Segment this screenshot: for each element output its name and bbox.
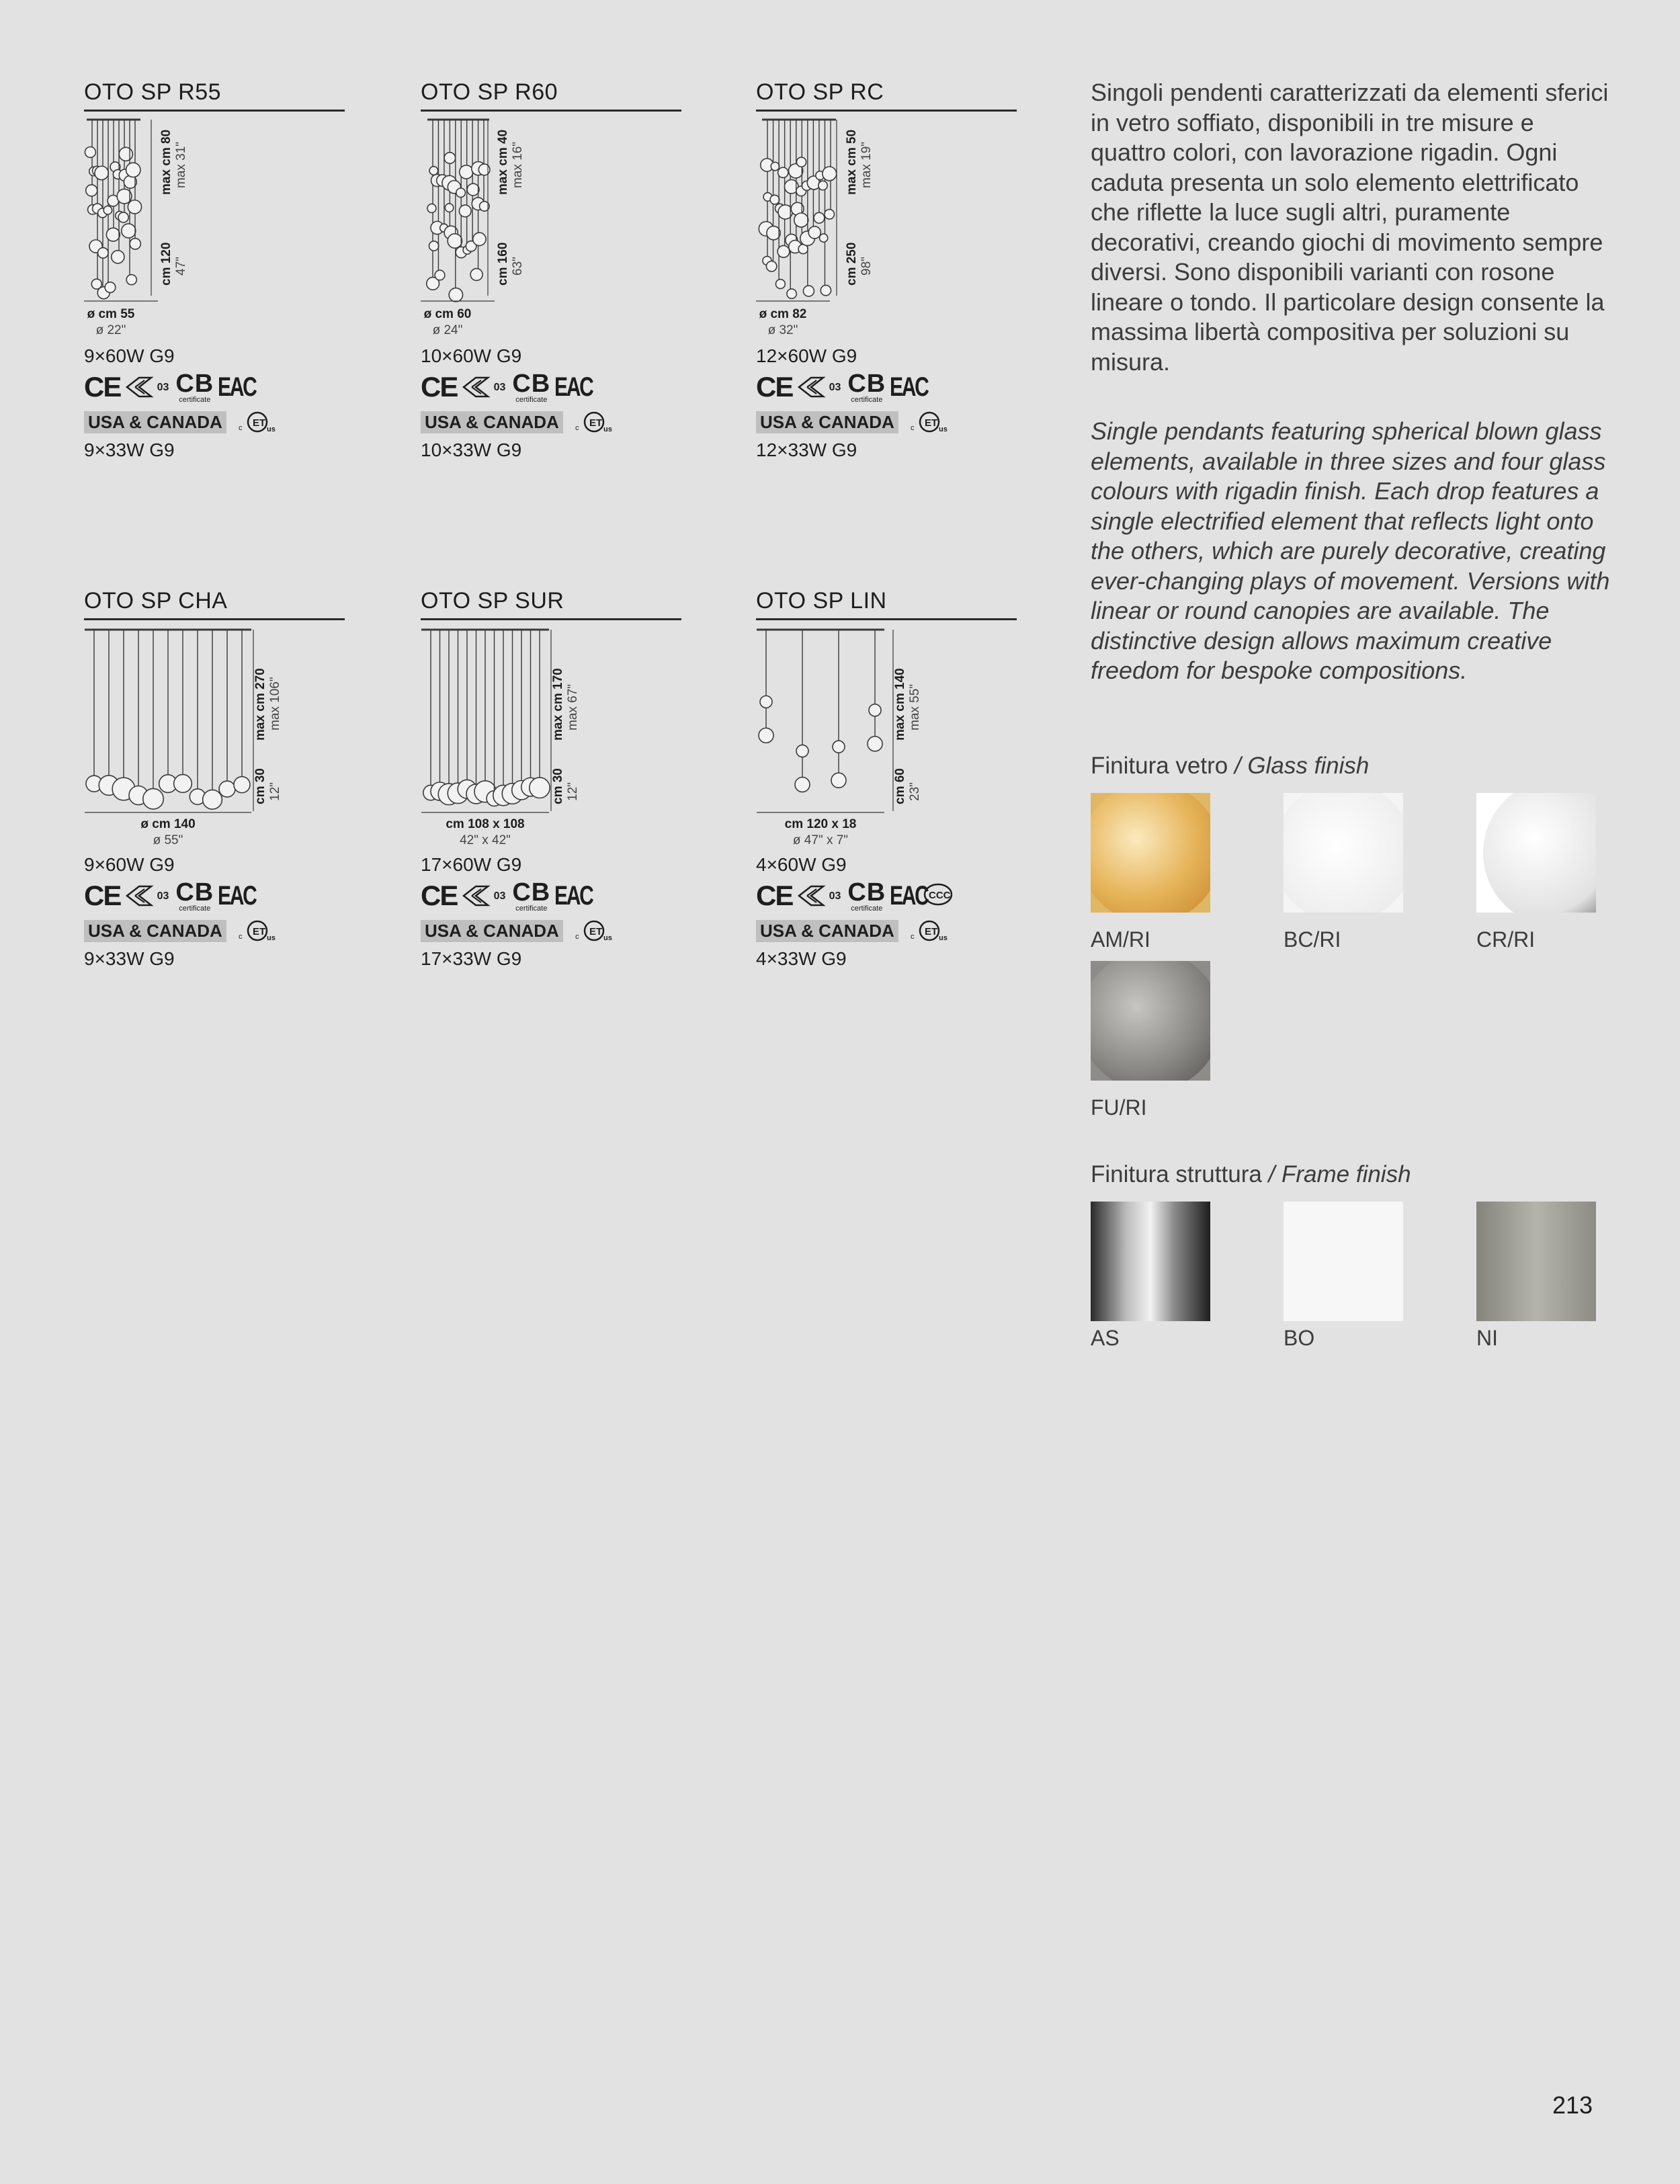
glass-sphere [467, 183, 479, 196]
cb-label: CB [512, 878, 551, 907]
svg-text:us: us [266, 934, 276, 942]
glass-sphere [530, 778, 550, 798]
cb-sublabel: certificate [515, 904, 548, 913]
dimension-top-inch: max 19" [859, 141, 874, 188]
spec-us: 9×33W G9 [84, 948, 175, 969]
usa-row [84, 410, 345, 434]
glass-sphere [98, 248, 109, 259]
cb-certificate-icon [512, 371, 550, 404]
glass-sphere [794, 213, 808, 227]
glass-finish-swatch [1476, 793, 1596, 913]
product-card [421, 588, 681, 970]
glass-finish-title [1091, 753, 1369, 780]
glass-finish-code: CR/RI [1476, 927, 1536, 952]
dimension-bottom-cm: cm 30 [551, 768, 565, 804]
product-drawing [421, 114, 681, 336]
usa-canada-badge: USA & CANADA [756, 411, 898, 433]
dimension-top-cm: max cm 40 [496, 129, 510, 195]
frame-finish-title-en: / Frame finish [1268, 1161, 1411, 1187]
eac-mark-icon: EAC [890, 372, 928, 402]
dimension-top-inch: max 16" [511, 141, 525, 188]
dimension-top-inch: max 106" [268, 677, 282, 730]
glass-sphere [821, 285, 831, 295]
glass-sphere [814, 212, 825, 223]
glass-sphere [459, 205, 471, 217]
ce03-mark-icon [796, 374, 843, 401]
base-dimension-cm: cm 120 x 18 [784, 817, 857, 831]
glass-sphere [820, 234, 828, 242]
svg-text:c: c [238, 424, 243, 432]
spec-us: 4×33W G9 [756, 948, 847, 969]
etl-listed-icon [909, 410, 950, 434]
dimension-top-inch: max 67" [566, 683, 580, 730]
dimension-top-cm: max cm 270 [253, 668, 267, 741]
page-number: 213 [1552, 2091, 1593, 2119]
glass-sphere [778, 167, 788, 177]
ce-mark-icon: CE [756, 371, 793, 403]
ce03-label: 03 [493, 382, 506, 393]
frame-finish-swatch [1284, 1202, 1403, 1321]
lamp-drawing [421, 623, 681, 845]
product-card [84, 79, 345, 461]
eac-mark-icon: EAC [890, 880, 928, 911]
svg-text:us: us [603, 934, 612, 942]
glass-sphere [427, 204, 436, 212]
glass-sphere [771, 162, 779, 170]
dimension-top-cm: max cm 140 [893, 668, 907, 741]
base-dimension-inch: ø 22" [95, 323, 126, 337]
usa-row [84, 919, 345, 943]
svg-text:c: c [910, 424, 915, 432]
cb-sublabel: certificate [515, 395, 548, 404]
svg-text:CCC: CCC [929, 889, 951, 901]
glass-sphere [85, 146, 95, 157]
cb-certificate-icon [175, 880, 214, 913]
cb-label: CB [175, 878, 214, 907]
usa-canada-badge: USA & CANADA [756, 920, 898, 942]
etl-listed-icon [574, 410, 614, 434]
glass-sphere [473, 233, 486, 245]
svg-text:us: us [603, 425, 612, 433]
frame-finish-code: BO [1284, 1326, 1315, 1350]
glass-sphere [787, 289, 796, 298]
spec-eu: 9×60W G9 [84, 345, 175, 366]
glass-sphere [429, 167, 438, 175]
base-dimension-inch: ø 24" [432, 323, 463, 337]
glass-sphere [126, 275, 136, 285]
cb-label: CB [512, 369, 551, 398]
svg-text:ET: ET [252, 417, 265, 429]
glass-sphere [767, 226, 780, 240]
base-dimension-cm: ø cm 60 [423, 307, 472, 321]
frame-finish-swatch [1091, 1202, 1210, 1321]
base-dimension-inch: ø 47" x 7" [792, 833, 849, 847]
description-english: Single pendants featuring spherical blown glass elements, available in three sizes and four glass colours with rigadin finish. Each drop features a single electrified element that reflects light onto the others, which are purely decorative, creating ever-changing plays of movement. Versions with linear or round canopies are available. The distinctive design allows maximum creative freedom for bespoke compositions. [1091, 417, 1610, 684]
spec-us: 9×33W G9 [84, 439, 175, 460]
glass-finish-swatch [1091, 793, 1210, 913]
glass-sphere [448, 234, 462, 248]
product-drawing [756, 623, 1017, 845]
frame-finish-swatch [1476, 1202, 1596, 1321]
glass-sphere [203, 790, 222, 809]
ce-mark-icon: CE [756, 880, 793, 911]
glass-sphere [831, 773, 846, 788]
dimension-top-cm: max cm 50 [845, 129, 859, 195]
usa-canada-badge: USA & CANADA [421, 920, 563, 942]
lamp-drawing [84, 623, 345, 845]
description-italian: Singoli pendenti caratterizzati da elementi sferici in vetro soffiato, disponibili in tre misure e quattro colori, con lavorazione rigadin. Ogni caduta presenta un solo elemento elettrificato che riflette la luce sugli altri, puramente decorativi, creando giochi di movimento sempre diversi. Sono disponibili varianti con rosone lineare o tondo. Il particolare design consente la massima libertà compositiva per soluzioni su misura. [1091, 79, 1609, 376]
ce-mark-icon: CE [421, 371, 458, 403]
glass-finish-swatch [1091, 961, 1210, 1081]
ce03-mark-icon [796, 882, 843, 909]
spec-eu: 10×60W G9 [421, 345, 522, 366]
etl-listed-icon [574, 919, 614, 943]
glass-sphere [796, 157, 806, 167]
base-dimension-inch: 42" x 42" [460, 833, 511, 847]
dimension-bottom-cm: cm 250 [845, 242, 859, 286]
glass-sphere [435, 270, 445, 280]
base-dimension-cm: cm 108 x 108 [446, 817, 525, 831]
usa-row [756, 919, 1017, 943]
ce03-label: 03 [157, 382, 169, 393]
glass-sphere [174, 775, 192, 793]
svg-text:c: c [575, 933, 579, 941]
dimension-bottom-inch: 47" [174, 257, 188, 276]
cb-label: CB [847, 369, 886, 398]
etl-listed-icon [909, 919, 950, 943]
frame-finish-code: AS [1091, 1326, 1120, 1350]
base-dimension [431, 816, 539, 849]
glass-sphere [775, 280, 785, 289]
glass-finish-code: BC/RI [1284, 927, 1341, 952]
glass-sphere [86, 185, 97, 196]
product-drawing [84, 114, 345, 336]
glass-finish-title-en: / Glass finish [1234, 753, 1370, 779]
ce03-mark-icon [124, 374, 171, 401]
glass-sphere [808, 226, 821, 239]
usa-canada-badge: USA & CANADA [84, 920, 226, 942]
product-drawing [756, 114, 1017, 336]
product-title: OTO SP R55 [84, 79, 345, 112]
glass-sphere [760, 696, 772, 708]
svg-text:ET: ET [589, 417, 602, 429]
product-card [756, 588, 1017, 970]
etl-listed-icon [237, 410, 278, 434]
svg-text:ET: ET [924, 417, 937, 429]
base-dimension [756, 306, 810, 339]
frame-finish-title [1091, 1161, 1411, 1188]
frame-finish-code: NI [1476, 1326, 1498, 1350]
product-title: OTO SP CHA [84, 588, 345, 620]
dimension-bottom-inch: 12" [566, 782, 580, 801]
glass-sphere [444, 153, 456, 164]
glass-sphere [823, 167, 837, 181]
glass-sphere [143, 789, 164, 810]
svg-text:us: us [266, 425, 276, 433]
svg-text:c: c [238, 933, 243, 941]
glass-sphere [126, 163, 140, 177]
glass-finish-code: FU/RI [1091, 1095, 1147, 1120]
product-card [756, 79, 1017, 461]
eac-mark-icon: EAC [218, 880, 256, 911]
spec-us: 17×33W G9 [421, 948, 522, 969]
glass-sphere [130, 239, 140, 249]
glass-finish-code: AM/RI [1091, 927, 1150, 952]
cb-certificate-icon [512, 880, 550, 913]
glass-sphere [119, 147, 132, 161]
ce03-mark-icon [461, 882, 508, 909]
dimension-bottom-cm: cm 30 [253, 768, 267, 804]
glass-sphere [766, 261, 776, 271]
glass-sphere [112, 251, 124, 263]
spec-us: 10×33W G9 [421, 439, 522, 460]
spec-eu: 17×60W G9 [421, 854, 522, 875]
glass-sphere [106, 228, 120, 241]
glass-sphere [460, 165, 473, 179]
glass-sphere [118, 212, 128, 222]
usa-row [421, 919, 681, 943]
cb-certificate-icon [175, 371, 214, 404]
lamp-drawing [756, 623, 1017, 845]
cert-row [756, 371, 1017, 403]
product-card [421, 79, 681, 461]
lamp-drawing [84, 114, 345, 336]
ce03-mark-icon [461, 374, 508, 401]
glass-sphere [759, 728, 773, 743]
product-title: OTO SP SUR [421, 588, 681, 620]
glass-sphere [449, 288, 462, 302]
svg-text:ET: ET [252, 926, 265, 937]
usa-canada-badge: USA & CANADA [421, 411, 563, 433]
glass-sphere [803, 286, 814, 296]
usa-canada-badge: USA & CANADA [84, 411, 226, 433]
ce-mark-icon: CE [421, 880, 458, 911]
base-dimension-cm: ø cm 82 [759, 307, 807, 321]
glass-sphere [868, 737, 882, 751]
base-dimension [421, 306, 474, 339]
base-dimension-inch: ø 32" [767, 323, 798, 337]
ce-mark-icon: CE [84, 371, 121, 403]
spec-us: 12×33W G9 [756, 439, 857, 460]
ce03-mark-icon [124, 882, 171, 909]
cb-sublabel: certificate [179, 904, 211, 913]
dimension-bottom-cm: cm 120 [159, 242, 173, 286]
glass-sphere [869, 704, 881, 716]
base-dimension-cm: ø cm 140 [140, 817, 196, 831]
cb-certificate-icon [847, 371, 886, 404]
dimension-top-cm: max cm 170 [551, 668, 565, 741]
dimension-top-inch: max 55" [908, 683, 922, 730]
product-title: OTO SP RC [756, 79, 1017, 112]
ce-mark-icon: CE [84, 880, 121, 911]
cb-certificate-icon [847, 880, 886, 913]
glass-sphere [456, 188, 466, 198]
glass-sphere [825, 210, 835, 220]
etl-listed-icon [237, 919, 278, 943]
spec-eu: 9×60W G9 [84, 854, 175, 875]
product-drawing [84, 623, 345, 845]
base-dimension [114, 816, 222, 849]
spec-eu: 4×60W G9 [756, 854, 847, 875]
glass-sphere [95, 166, 108, 179]
svg-text:c: c [575, 424, 579, 432]
glass-sphere [445, 204, 453, 212]
glass-sphere [128, 200, 141, 214]
svg-text:us: us [938, 425, 948, 433]
svg-text:c: c [910, 933, 915, 941]
cert-row [84, 880, 345, 912]
dimension-bottom-inch: 63" [511, 257, 525, 276]
cert-row [421, 371, 681, 403]
glass-sphere [796, 745, 808, 757]
glass-sphere [122, 224, 136, 238]
glass-sphere [795, 778, 810, 792]
dimension-bottom-inch: 12" [268, 782, 282, 801]
cb-label: CB [847, 878, 886, 907]
glass-sphere [219, 781, 235, 797]
eac-mark-icon: EAC [218, 372, 256, 402]
cb-sublabel: certificate [179, 395, 211, 404]
dimension-bottom-cm: cm 160 [496, 242, 510, 286]
ce03-label: 03 [157, 890, 169, 902]
dimension-bottom-inch: 98" [859, 257, 874, 276]
base-dimension [84, 306, 138, 339]
svg-text:us: us [938, 934, 948, 942]
cb-label: CB [175, 369, 214, 398]
lamp-drawing [756, 114, 1017, 336]
glass-sphere [818, 181, 827, 190]
cb-sublabel: certificate [851, 395, 883, 404]
dimension-bottom-inch: 23" [908, 782, 922, 801]
cert-row [84, 371, 345, 403]
product-drawing [421, 623, 681, 845]
glass-sphere [833, 741, 845, 753]
cb-sublabel: certificate [851, 904, 883, 913]
glass-sphere [770, 195, 780, 204]
glass-sphere [234, 777, 250, 793]
base-dimension [767, 816, 874, 849]
dimension-bottom-cm: cm 60 [893, 768, 907, 804]
glass-sphere [470, 269, 482, 281]
product-title: OTO SP LIN [756, 588, 1017, 620]
glass-finish-title-it: Finitura vetro [1091, 753, 1228, 779]
dimension-top-inch: max 31" [174, 141, 188, 188]
product-card [84, 588, 345, 970]
glass-sphere [429, 241, 438, 251]
base-dimension-cm: ø cm 55 [87, 307, 135, 321]
glass-sphere [103, 206, 112, 214]
eac-mark-icon: EAC [554, 880, 593, 911]
glass-finish-swatch [1284, 793, 1403, 913]
usa-row [421, 410, 681, 434]
base-dimension-inch: ø 55" [153, 833, 183, 847]
dimension-top-cm: max cm 80 [159, 129, 173, 195]
product-title: OTO SP R60 [421, 79, 681, 112]
usa-row [756, 410, 1017, 434]
lamp-drawing [421, 114, 681, 336]
ce03-label: 03 [829, 382, 841, 393]
spec-eu: 12×60W G9 [756, 345, 857, 366]
cert-row [421, 880, 681, 912]
frame-finish-title-it: Finitura struttura [1091, 1161, 1262, 1187]
ce03-label: 03 [829, 890, 841, 902]
glass-sphere [778, 245, 790, 257]
ce03-label: 03 [493, 890, 506, 902]
svg-text:ET: ET [924, 926, 937, 937]
glass-sphere [105, 282, 116, 293]
svg-text:ET: ET [589, 926, 602, 937]
eac-mark-icon: EAC [554, 372, 593, 402]
cert-row [756, 880, 1017, 912]
